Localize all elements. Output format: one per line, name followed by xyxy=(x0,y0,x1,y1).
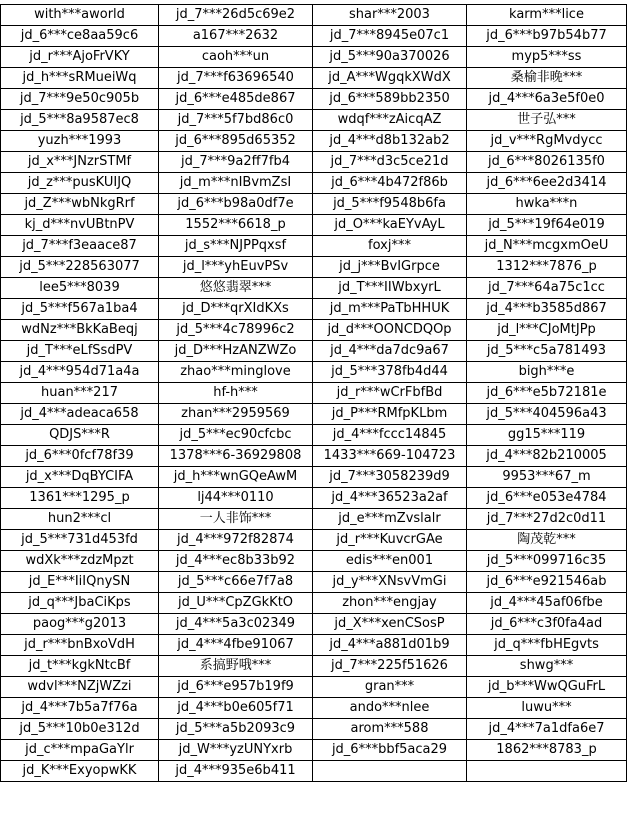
table-cell: jd_5***731d453fd xyxy=(1,530,159,551)
table-cell: jd_4***36523a2af xyxy=(313,488,467,509)
table-cell: jd_x***JNzrSTMf xyxy=(1,152,159,173)
table-cell: edis***en001 xyxy=(313,551,467,572)
table-row xyxy=(1,68,627,89)
table-cell: jd_4***ec8b33b92 xyxy=(159,551,313,572)
table-row xyxy=(1,593,627,614)
table-cell: jd_4***7a1dfa6e7 xyxy=(467,719,627,740)
table-cell: jd_7***9a2ff7fb4 xyxy=(159,152,313,173)
table-cell: jd_4***935e6b411 xyxy=(159,761,313,782)
table-cell: bigh***e xyxy=(467,362,627,383)
table-row xyxy=(1,320,627,341)
table-cell: hwka***n xyxy=(467,194,627,215)
table-cell: jd_z***pusKUIJQ xyxy=(1,173,159,194)
table-cell: jd_6***ce8aa59c6 xyxy=(1,26,159,47)
table-cell: jd_e***mZvslalr xyxy=(313,509,467,530)
table-cell: zhan***2959569 xyxy=(159,404,313,425)
table-cell: foxj*** xyxy=(313,236,467,257)
table-cell: jd_X***xenCSosP xyxy=(313,614,467,635)
table-cell: jd_4***b0e605f71 xyxy=(159,698,313,719)
table-cell: jd_7***5f7bd86c0 xyxy=(159,110,313,131)
table-cell: jd_5***10b0e312d xyxy=(1,719,159,740)
table-cell: jd_7***27d2c0d11 xyxy=(467,509,627,530)
table-row xyxy=(1,719,627,740)
table-cell: jd_7***d3c5ce21d xyxy=(313,152,467,173)
table-row xyxy=(1,488,627,509)
table-cell: jd_O***kaEYvAyL xyxy=(313,215,467,236)
table-cell: jd_5***4c78996c2 xyxy=(159,320,313,341)
table-row xyxy=(1,362,627,383)
table-cell: jd_4***972f82874 xyxy=(159,530,313,551)
table-cell: jd_h***sRMueiWq xyxy=(1,68,159,89)
table-cell: jd_4***954d71a4a xyxy=(1,362,159,383)
table-cell: 陶茂乾*** xyxy=(467,530,627,551)
table-cell: karm***lice xyxy=(467,5,627,26)
table-cell: jd_T***IIWbxyrL xyxy=(313,278,467,299)
table-cell: jd_4***d8b132ab2 xyxy=(313,131,467,152)
table-cell: jd_D***HzANZWZo xyxy=(159,341,313,362)
table-row xyxy=(1,152,627,173)
table-row xyxy=(1,698,627,719)
table-cell: jd_x***DqBYCIFA xyxy=(1,467,159,488)
table-row xyxy=(1,551,627,572)
table-cell: caoh***un xyxy=(159,47,313,68)
table-cell: 1433***669-104723 xyxy=(313,446,467,467)
table-cell: jd_6***e5b72181e xyxy=(467,383,627,404)
table-cell: 一人非饰*** xyxy=(159,509,313,530)
table-cell: jd_6***e957b19f9 xyxy=(159,677,313,698)
table-cell: jd_4***da7dc9a67 xyxy=(313,341,467,362)
table-cell: 系搞野哦*** xyxy=(159,656,313,677)
table-cell: jd_7***8945e07c1 xyxy=(313,26,467,47)
table-cell: wdXk***zdzMpzt xyxy=(1,551,159,572)
table-cell: jd_Z***wbNkgRrf xyxy=(1,194,159,215)
table-row xyxy=(1,530,627,551)
table-cell: zhon***engjay xyxy=(313,593,467,614)
table-cell: jd_5***ec90cfcbc xyxy=(159,425,313,446)
table-cell: zhao***minglove xyxy=(159,362,313,383)
table-body xyxy=(1,5,627,782)
table-cell: arom***588 xyxy=(313,719,467,740)
table-row xyxy=(1,341,627,362)
table-row xyxy=(1,509,627,530)
table-cell: yuzh***1993 xyxy=(1,131,159,152)
table-cell: with***aworld xyxy=(1,5,159,26)
table-cell: jd_4***45af06fbe xyxy=(467,593,627,614)
table-row xyxy=(1,677,627,698)
table-row xyxy=(1,740,627,761)
table-cell: jd_5***c5a781493 xyxy=(467,341,627,362)
table-cell: jd_r***AjoFrVKY xyxy=(1,47,159,68)
table-cell: shwg*** xyxy=(467,656,627,677)
table-cell: huan***217 xyxy=(1,383,159,404)
table-cell: jd_4***6a3e5f0e0 xyxy=(467,89,627,110)
table-cell: jd_s***NJPPqxsf xyxy=(159,236,313,257)
table-cell: kj_d***nvUBtnPV xyxy=(1,215,159,236)
table-cell: luwu*** xyxy=(467,698,627,719)
table-cell: jd_7***26d5c69e2 xyxy=(159,5,313,26)
table-cell: jd_6***8026135f0 xyxy=(467,152,627,173)
table-cell: jd_5***c66e7f7a8 xyxy=(159,572,313,593)
table-cell: jd_6***895d65352 xyxy=(159,131,313,152)
table-cell: jd_5***90a370026 xyxy=(313,47,467,68)
table-cell: jd_7***f3eaace87 xyxy=(1,236,159,257)
table-row xyxy=(1,614,627,635)
table-cell: jd_l***yhEuvPSv xyxy=(159,257,313,278)
table-cell: jd_t***kgkNtcBf xyxy=(1,656,159,677)
table-cell: 1378***6-36929808 xyxy=(159,446,313,467)
table-row xyxy=(1,131,627,152)
table-row xyxy=(1,194,627,215)
table-cell: wdqf***zAicqAZ xyxy=(313,110,467,131)
table-cell: jd_4***82b210005 xyxy=(467,446,627,467)
table-cell xyxy=(467,761,627,782)
table-cell: a167***2632 xyxy=(159,26,313,47)
table-cell: 1312***7876_p xyxy=(467,257,627,278)
table-cell: 1361***1295_p xyxy=(1,488,159,509)
table-cell: gg15***119 xyxy=(467,425,627,446)
table-cell: jd_6***bbf5aca29 xyxy=(313,740,467,761)
table-cell: jd_6***589bb2350 xyxy=(313,89,467,110)
table-cell: QDJS***R xyxy=(1,425,159,446)
table-cell: jd_m***PaTbHHUK xyxy=(313,299,467,320)
table-cell: lee5***8039 xyxy=(1,278,159,299)
table-row xyxy=(1,446,627,467)
table-cell: shar***2003 xyxy=(313,5,467,26)
table-cell: hun2***cl xyxy=(1,509,159,530)
table-cell: jd_P***RMfpKLbm xyxy=(313,404,467,425)
table-cell: jd_4***a881d01b9 xyxy=(313,635,467,656)
table-cell: jd_T***eLfSsdPV xyxy=(1,341,159,362)
table-cell: jd_y***XNsvVmGi xyxy=(313,572,467,593)
table-cell: jd_W***yzUNYxrb xyxy=(159,740,313,761)
table-cell: jd_6***c3f0fa4ad xyxy=(467,614,627,635)
table-cell: jd_l***CJoMtJPp xyxy=(467,320,627,341)
table-cell: 悠悠翡翠*** xyxy=(159,278,313,299)
table-cell: jd_5***f567a1ba4 xyxy=(1,299,159,320)
table-cell: jd_5***19f64e019 xyxy=(467,215,627,236)
table-row xyxy=(1,761,627,782)
table-cell: jd_q***JbaCiKps xyxy=(1,593,159,614)
table-cell: jd_6***e485de867 xyxy=(159,89,313,110)
table-cell: jd_5***f9548b6fa xyxy=(313,194,467,215)
table-cell: jd_h***wnGQeAwM xyxy=(159,467,313,488)
table-row xyxy=(1,278,627,299)
table-cell: jd_4***4fbe91067 xyxy=(159,635,313,656)
table-cell: jd_7***225f51626 xyxy=(313,656,467,677)
table-cell: lj44***0110 xyxy=(159,488,313,509)
table-row xyxy=(1,383,627,404)
table-cell: jd_r***KuvcrGAe xyxy=(313,530,467,551)
table-row xyxy=(1,299,627,320)
table-cell: jd_A***WgqkXWdX xyxy=(313,68,467,89)
table-row xyxy=(1,89,627,110)
table-cell: jd_U***CpZGkKtO xyxy=(159,593,313,614)
table-cell: jd_d***OONCDQOp xyxy=(313,320,467,341)
table-cell: 世子弘*** xyxy=(467,110,627,131)
table-cell: 桑榆非晚*** xyxy=(467,68,627,89)
table-row xyxy=(1,236,627,257)
table-cell: jd_b***WwQGuFrL xyxy=(467,677,627,698)
table-cell: 1552***6618_p xyxy=(159,215,313,236)
table-row xyxy=(1,257,627,278)
table-cell: jd_E***IiIQnySN xyxy=(1,572,159,593)
table-cell: jd_r***wCrFbfBd xyxy=(313,383,467,404)
table-cell: jd_5***404596a43 xyxy=(467,404,627,425)
table-cell: jd_4***fccc14845 xyxy=(313,425,467,446)
table-cell: ando***nlee xyxy=(313,698,467,719)
table-cell xyxy=(313,761,467,782)
table-row xyxy=(1,47,627,68)
table-cell: jd_4***adeaca658 xyxy=(1,404,159,425)
table-row xyxy=(1,656,627,677)
table-cell: jd_6***e053e4784 xyxy=(467,488,627,509)
table-cell: jd_K***ExyopwKK xyxy=(1,761,159,782)
table-row xyxy=(1,467,627,488)
table-cell: jd_6***0fcf78f39 xyxy=(1,446,159,467)
table-cell: jd_7***3058239d9 xyxy=(313,467,467,488)
table-cell: jd_5***378fb4d44 xyxy=(313,362,467,383)
table-cell: jd_4***7b5a7f76a xyxy=(1,698,159,719)
table-cell: jd_q***fbHEgvts xyxy=(467,635,627,656)
table-row xyxy=(1,26,627,47)
table-cell: jd_5***099716c35 xyxy=(467,551,627,572)
table-cell: jd_r***bnBxoVdH xyxy=(1,635,159,656)
table-cell: myp5***ss xyxy=(467,47,627,68)
table-cell: 9953***67_m xyxy=(467,467,627,488)
table-cell: jd_j***BvIGrpce xyxy=(313,257,467,278)
table-row xyxy=(1,173,627,194)
table-row xyxy=(1,404,627,425)
table-cell: jd_7***64a75c1cc xyxy=(467,278,627,299)
table-cell: jd_6***4b472f86b xyxy=(313,173,467,194)
table-cell: paog***g2013 xyxy=(1,614,159,635)
table-row xyxy=(1,425,627,446)
table-cell: jd_5***a5b2093c9 xyxy=(159,719,313,740)
table-cell: jd_4***5a3c02349 xyxy=(159,614,313,635)
table-cell: gran*** xyxy=(313,677,467,698)
table-cell: jd_5***228563077 xyxy=(1,257,159,278)
table-cell: jd_7***9e50c905b xyxy=(1,89,159,110)
table-cell: jd_6***e921546ab xyxy=(467,572,627,593)
table-cell: 1862***8783_p xyxy=(467,740,627,761)
table-row xyxy=(1,215,627,236)
table-cell: jd_6***b98a0df7e xyxy=(159,194,313,215)
table-cell: jd_6***b97b54b77 xyxy=(467,26,627,47)
table-cell: jd_v***RgMvdycc xyxy=(467,131,627,152)
user-name-table xyxy=(0,4,627,782)
table-cell: wdNz***BkKaBeqj xyxy=(1,320,159,341)
table-row xyxy=(1,5,627,26)
table-cell: hf-h*** xyxy=(159,383,313,404)
table-cell: jd_4***b3585d867 xyxy=(467,299,627,320)
table-cell: jd_7***f63696540 xyxy=(159,68,313,89)
table-cell: jd_m***nIBvmZsI xyxy=(159,173,313,194)
table-cell: jd_c***mpaGaYlr xyxy=(1,740,159,761)
table-row xyxy=(1,572,627,593)
table-row xyxy=(1,110,627,131)
table-cell: jd_6***6ee2d3414 xyxy=(467,173,627,194)
table-cell: wdvl***NZjWZzi xyxy=(1,677,159,698)
table-cell: jd_N***mcgxmOeU xyxy=(467,236,627,257)
table-row xyxy=(1,635,627,656)
table-cell: jd_D***qrXIdKXs xyxy=(159,299,313,320)
table-cell: jd_5***8a9587ec8 xyxy=(1,110,159,131)
